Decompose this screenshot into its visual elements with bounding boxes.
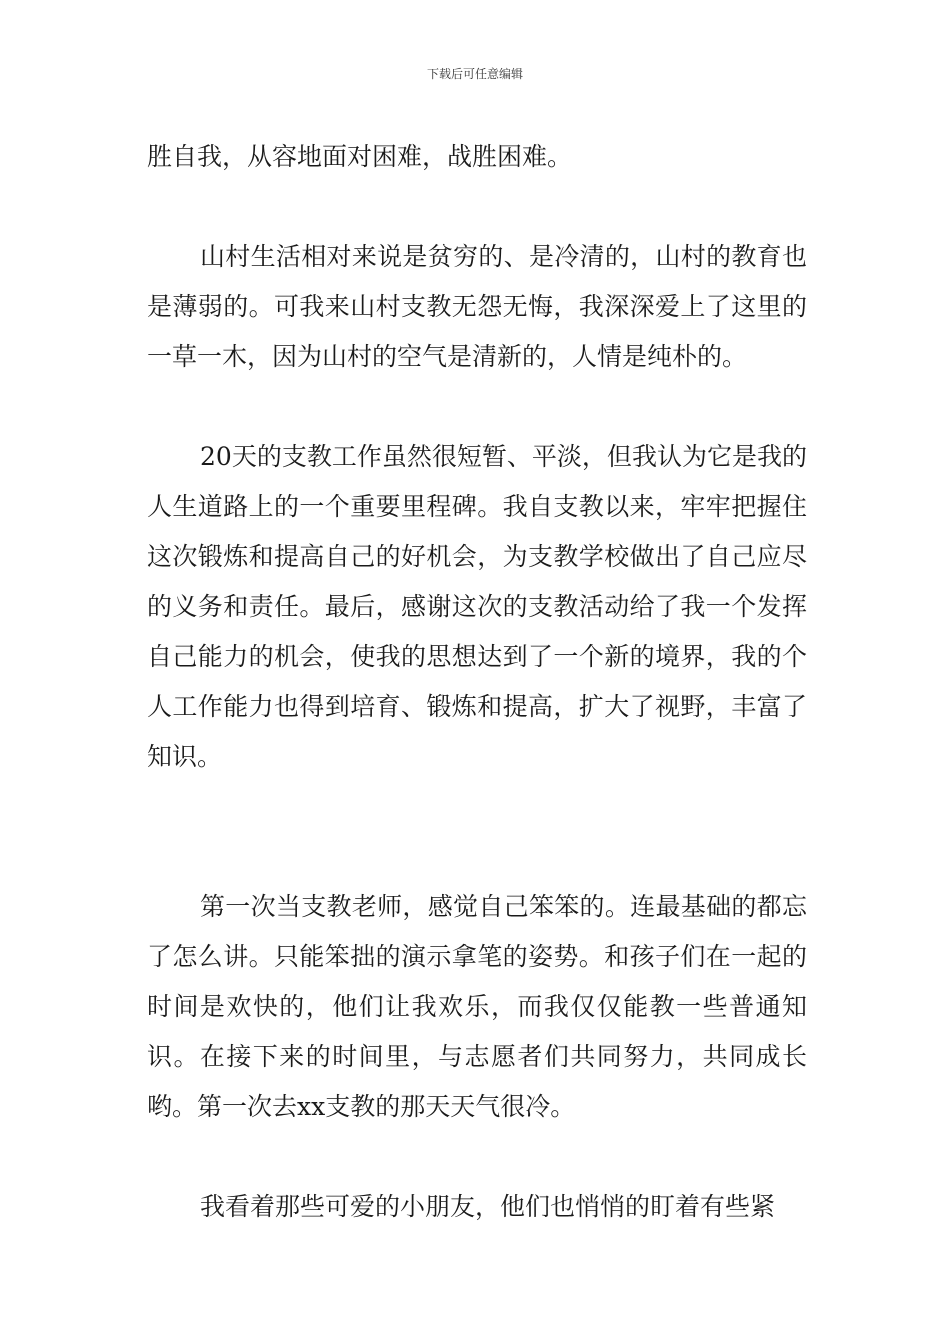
page-header: 下载后可任意编辑	[426, 67, 523, 81]
paragraph-mountain-village: 山村生活相对来说是贫穷的、是冷清的，山村的教育也是薄弱的。可我来山村支教无怨无悔，我深深爱上了这里的一草一木，因为山村的空气是清新的，人情是纯朴的。	[147, 242, 807, 371]
document-body	[147, 132, 807, 1232]
paragraph-twenty-days: 20天的支教工作虽然很短暂、平淡，但我认为它是我的人生道路上的一个重要里程碑。我自支教以来，牢牢把握住这次锻炼和提高自己的好机会，为支教学校做出了自己应尽的义务和责任。最后，感谢这次的支教活动给了我一个发挥自己能力的机会，使我的思想达到了一个新的境界，我的个人工作能力也得到培育、锻炼和提高，扩大了视野，丰富了知识。	[147, 442, 807, 771]
paragraph-gap	[147, 1132, 807, 1182]
paragraph-gap	[147, 782, 807, 882]
paragraph-gap	[147, 182, 807, 232]
paragraph-children: 我看着那些可爱的小朋友，他们也悄悄的盯着有些紧	[200, 1192, 776, 1221]
paragraph-first-time-teacher: 第一次当支教老师，感觉自己笨笨的。连最基础的都忘了怎么讲。只能笨拙的演示拿笔的姿势。和孩子们在一起的时间是欢快的，他们让我欢乐，而我仅仅能教一些普通知识。在接下来的时间里，与志愿者们共同努力，共同成长哟。第一次去xx支教的那天天气很冷。	[147, 892, 807, 1121]
paragraph-gap	[147, 382, 807, 432]
paragraph-continuation: 胜自我，从容地面对困难，战胜困难。	[147, 142, 573, 171]
